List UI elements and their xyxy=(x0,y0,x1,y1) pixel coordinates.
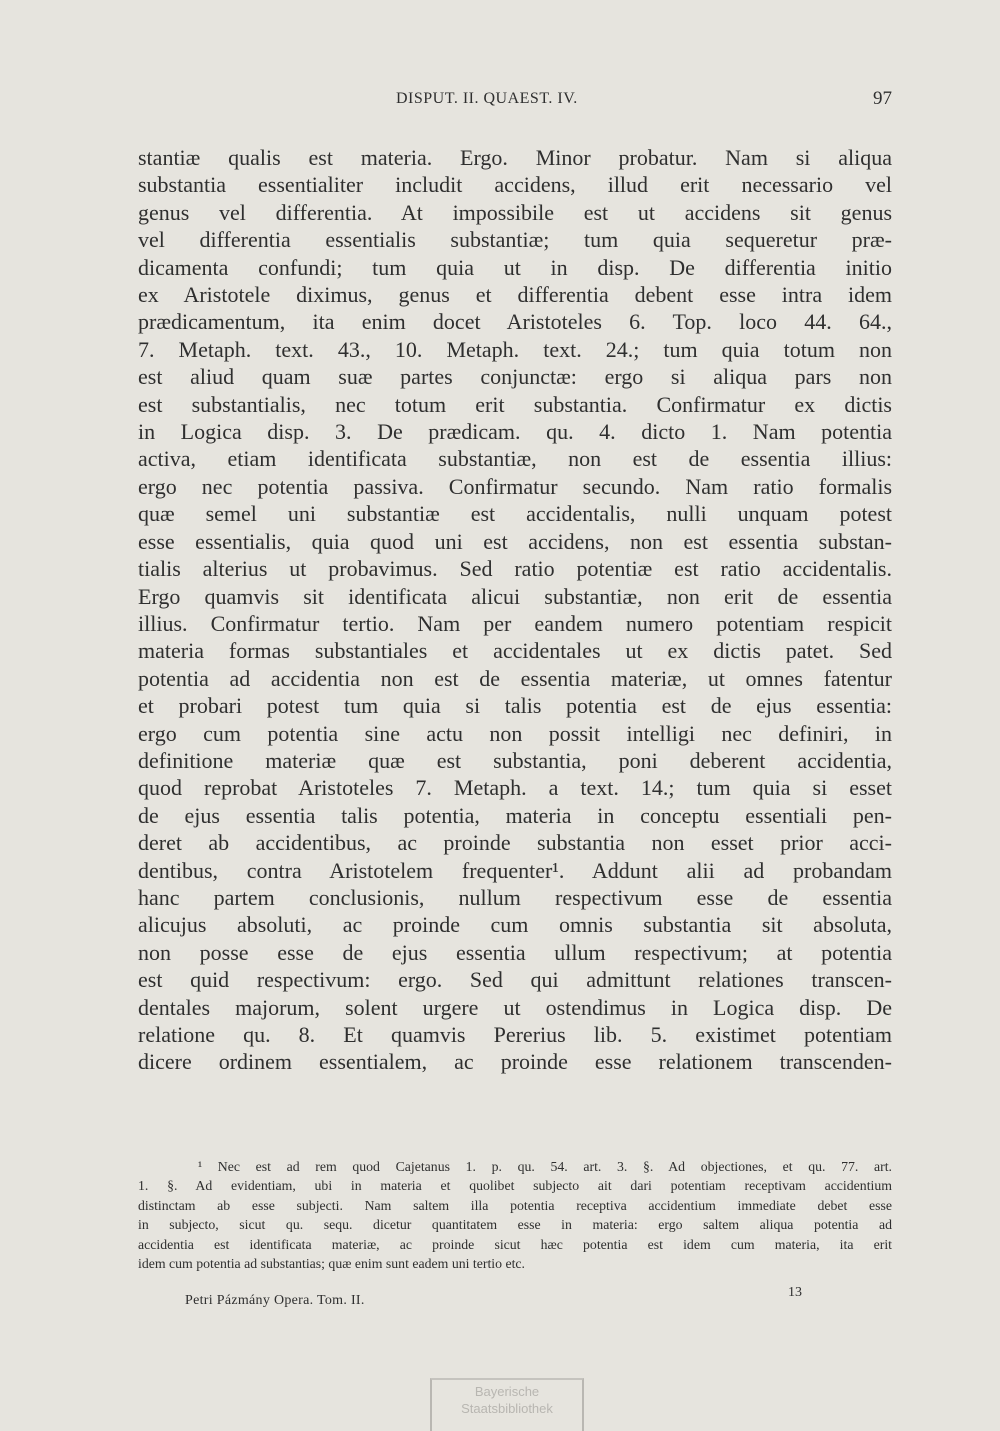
library-stamp xyxy=(430,1378,584,1431)
stamp-line: Bayerische xyxy=(474,1384,540,1399)
body-line: relatione qu. 8. Et quamvis Pererius lib. 5. existimet potentiam xyxy=(138,1022,892,1047)
body-line: ergo cum potentia sine actu non possit intelligi nec definiri, in xyxy=(138,720,892,746)
body-line: activa, etiam identificata substantiæ, non est de essentia illius: xyxy=(138,446,892,472)
body-line: materia formas substantiales et accidentales ut ex dictis patet. Sed xyxy=(138,638,892,664)
footnote-line: in subjecto, sicut qu. sequ. dicetur quantitatem esse in materia: ergo saltem aliqua potentia ad xyxy=(138,1217,892,1233)
body-line: illius. Confirmatur tertio. Nam per eandem numero potentiam respicit xyxy=(138,610,892,636)
footnotes xyxy=(138,1157,892,1273)
body-line: esse essentialis, quia quod uni est accidens, non est essentia substan- xyxy=(138,528,892,554)
body-line: dentibus, contra Aristotelem frequenter¹. Addunt alii ad probandam xyxy=(138,857,892,883)
footnote-line: distinctam ab esse subjecti. Nam saltem illa potentia receptiva accidentium immediate debet esse xyxy=(138,1197,892,1213)
body-line: potentia ad accidentia non est de essentia materiæ, ut omnes fatentur xyxy=(138,665,892,691)
page-header xyxy=(138,88,892,118)
footer-title: Petri Pázmány Opera. Tom. II. xyxy=(185,1293,365,1308)
body-line: est aliud quam suæ partes conjunctæ: ergo si aliqua pars non xyxy=(138,364,892,390)
body-line: de ejus essentia talis potentia, materia in conceptu essentiali pen- xyxy=(138,802,892,828)
footnote-line: ¹ Nec est ad rem quod Cajetanus 1. p. qu. 54. art. 3. §. Ad objectiones, et qu. 77. art. xyxy=(198,1159,892,1174)
body-line: quæ semel uni substantiæ est accidentalis, nulli unquam potest xyxy=(138,501,892,527)
body-line: ergo nec potentia passiva. Confirmatur secundo. Nam ratio formalis xyxy=(138,473,892,499)
body-line: genus vel differentia. At impossibile est ut accidens sit genus xyxy=(138,199,892,225)
body-line: dicere ordinem essentialem, ac proinde esse relationem transcenden- xyxy=(138,1049,892,1075)
running-head: DISPUT. II. QUAEST. IV. xyxy=(396,90,578,107)
body-line: deret ab accidentibus, ac proinde substantia non esset prior acci- xyxy=(138,830,892,856)
signature-mark: 13 xyxy=(788,1285,802,1300)
body-line: in Logica disp. 3. De prædicam. qu. 4. dicto 1. Nam potentia xyxy=(138,419,892,445)
body-line: non posse esse de ejus essentia ullum respectivum; at potentia xyxy=(138,939,892,965)
body-line: dentales majorum, solent urgere ut ostendimus in Logica disp. De xyxy=(138,994,892,1020)
body-line: stantiæ qualis est materia. Ergo. Minor probatur. Nam si aliqua xyxy=(138,145,892,170)
body-line: tialis alterius ut probavimus. Sed ratio potentiæ est ratio accidentalis. xyxy=(138,556,892,582)
body-line: prædicamentum, ita enim docet Aristoteles 6. Top. loco 44. 64., xyxy=(138,309,892,335)
body-line: ex Aristotele diximus, genus et differentia debent esse intra idem xyxy=(138,282,892,308)
body-line: Ergo quamvis sit identificata alicui substantiæ, non erit de essentia xyxy=(138,583,892,609)
body-line: substantia essentialiter includit accidens, illud erit necessario vel xyxy=(138,172,892,198)
body-line: quod reprobat Aristoteles 7. Metaph. a text. 14.; tum quia si esset xyxy=(138,775,892,801)
body-line: dicamenta confundi; tum quia ut in disp. De differentia initio xyxy=(138,254,892,280)
body-text xyxy=(138,144,892,1076)
body-line: alicujus absoluti, ac proinde cum omnis substantia sit absoluta, xyxy=(138,912,892,938)
body-line: hanc partem conclusionis, nullum respectivum esse de essentia xyxy=(138,884,892,910)
footnote-line: 1. §. Ad evidentiam, ubi in materia et quolibet subjecto ait dari potentiam receptivam accidentium xyxy=(138,1178,892,1194)
body-line: est quid respectivum: ergo. Sed qui admittunt relationes transcen- xyxy=(138,967,892,993)
body-line: vel differentia essentialis substantiæ; tum quia sequeretur præ- xyxy=(138,227,892,253)
body-line: est substantialis, nec totum erit substantia. Confirmatur ex dictis xyxy=(138,391,892,417)
body-line: 7. Metaph. text. 43., 10. Metaph. text. 24.; tum quia totum non xyxy=(138,336,892,362)
page-number: 97 xyxy=(873,88,892,109)
body-line: definitione materiæ quæ est substantia, poni deberent accidentia, xyxy=(138,747,892,773)
body-line: et probari potest tum quia si talis potentia est de ejus essentia: xyxy=(138,693,892,719)
stamp-line: Staatsbibliothek xyxy=(461,1401,553,1416)
footnote-line: idem cum potentia ad substantias; quæ enim sunt eadem uni tertio etc. xyxy=(138,1256,525,1272)
footnote-line: accidentia est identificata materiæ, ac proinde sicut hæc potentia est idem cum materia, ita erit xyxy=(138,1236,892,1252)
